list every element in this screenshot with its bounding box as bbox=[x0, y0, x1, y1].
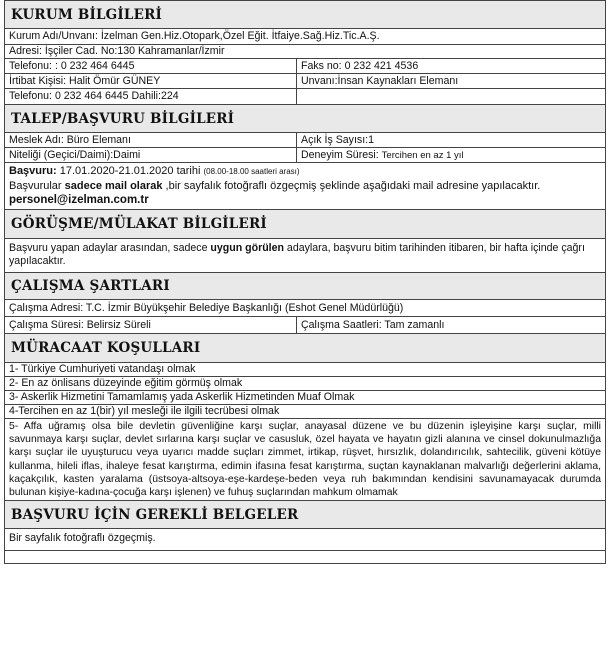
basvuru-dates: 17.01.2020-21.01.2020 tarihi bbox=[59, 165, 204, 177]
basvuru-label: Başvuru: bbox=[9, 165, 60, 177]
kurum-faks: Faks no: 0 232 421 4536 bbox=[296, 59, 605, 73]
irtibat-kisi: İrtibat Kişisi: Halit Ömür GÜNEY bbox=[9, 75, 161, 87]
section-header-kurum bbox=[4, 0, 606, 29]
gorusme-text bbox=[4, 239, 606, 273]
empty-row bbox=[4, 551, 606, 564]
basvuru-text bbox=[9, 179, 601, 193]
section-title: TALEP/BAŞVURU BİLGİLERİ bbox=[11, 110, 235, 127]
telefon-dahili: Telefonu: 0 232 464 6445 Dahili:224 bbox=[9, 90, 179, 102]
section-title: KURUM BİLGİLERİ bbox=[11, 6, 163, 23]
section-header-belgeler bbox=[4, 501, 606, 529]
basvuru-text-post: ,bir sayfalık fotoğraflı özgeçmiş şeklinde aşağıdaki mail adresine yapılacaktır. bbox=[162, 180, 541, 192]
calisma-adres: Çalışma Adresi: T.C. İzmir Büyükşehir Belediye Başkanlığı (Eshot Genel Müdürlüğü) bbox=[9, 302, 404, 314]
gorusme-text-pre: Başvuru yapan adaylar arasından, sadece bbox=[9, 242, 211, 254]
table-row bbox=[4, 133, 606, 148]
niteligi: Niteliği (Geçici/Daimi):Daimi bbox=[9, 149, 141, 161]
irtibat-unvan: Unvanı:İnsan Kaynakları Elemanı bbox=[296, 74, 605, 88]
section-title: BAŞVURU İÇİN GEREKLİ BELGELER bbox=[11, 506, 299, 523]
kurum-adi: Kurum Adı/Unvanı: İzelman Gen.Hiz.Otopark,Özel Eğit. İtfaiye.Sağ.Hiz.Tic.A.Ş. bbox=[9, 30, 380, 42]
deneyim-value: Tercihen en az 1 yıl bbox=[381, 150, 464, 161]
basvuru-line bbox=[9, 164, 601, 179]
list-item: 4-Tercihen en az 1(bir) yıl mesleği ile ilgili tecrübesi olmak bbox=[5, 405, 605, 419]
list-item: 2- En az önlisans düzeyinde eğitim görmüş olmak bbox=[5, 377, 605, 391]
calisma-suresi: Çalışma Süresi: Belirsiz Süreli bbox=[9, 319, 151, 331]
acik-is-sayisi: Açık İş Sayısı:1 bbox=[296, 133, 605, 147]
table-row bbox=[4, 89, 606, 105]
table-row bbox=[4, 300, 606, 317]
section-header-talep bbox=[4, 105, 606, 133]
belgeler-text: Bir sayfalık fotoğraflı özgeçmiş. bbox=[4, 529, 606, 551]
basvuru-email: personel@izelman.com.tr bbox=[9, 194, 149, 206]
table-row bbox=[4, 29, 606, 45]
list-item: 5- Affa uğramış olsa bile devletin güvenliğine karşı suçlar, anayasal düzene ve bu düzenin işleyişine karşı suçlar, milli savunmaya karşı suçlar, devlet sırlarına karşı suçlar ve casusluk, özel hayata ve hayatın gizli alanına ve cinsel dokunulmazlığa karşı suçlar ile uyuşturucu veya uyarıcı madde suçları zimmet, irtikap, rüşvet, hırsızlık, dolandırıcılık, sahtecilik, güveni kötüye kullanma, hileli iflas, ihaleye fesat karıştırma, edimin ifasına fesat karıştırma, suçtan kaynaklanan malvarlığı değerlerini aklama, kaçakçılık, kasten yaralama (üstsoya-altsoya-eşe-kardeşe-beden veya ruh bakımından kendisini savunamayacak durumda bulunan kişiye-kadına-çocuğa karşı işlenen) ve fuhuş suçlarından mahkum olmamak bbox=[9, 421, 601, 499]
meslek-adi: Meslek Adı: Büro Elemanı bbox=[9, 134, 131, 146]
basvuru-hours: (08.00-18.00 saatleri arası) bbox=[203, 167, 300, 176]
table-row bbox=[4, 148, 606, 163]
section-header-gorusme bbox=[4, 210, 606, 239]
basvuru-block bbox=[4, 163, 606, 210]
deneyim-label: Deneyim Süresi: bbox=[301, 149, 382, 161]
deneyim-suresi bbox=[296, 148, 605, 162]
section-title: ÇALIŞMA ŞARTLARI bbox=[11, 278, 170, 294]
table-row bbox=[4, 45, 606, 59]
section-header-muracaat bbox=[4, 334, 606, 363]
list-item: 1- Türkiye Cumhuriyeti vatandaşı olmak bbox=[5, 363, 605, 377]
basvuru-text-pre: Başvurular bbox=[9, 180, 65, 192]
gorusme-text-post: adaylara, başvuru bitim tarihinden itibaren, bir hafta içinde çağrı yapılacaktır. bbox=[9, 242, 585, 267]
list-item: 3- Askerlik Hizmetini Tamamlamış yada Askerlik Hizmetinden Muaf Olmak bbox=[5, 391, 605, 405]
table-row bbox=[4, 74, 606, 89]
empty-cell bbox=[296, 89, 605, 104]
gorusme-text-bold: uygun görülen bbox=[210, 242, 284, 254]
basvuru-text-bold: sadece mail olarak bbox=[64, 180, 163, 192]
kurum-telefon: Telefonu: : 0 232 464 6445 bbox=[9, 60, 135, 72]
section-title: GÖRÜŞME/MÜLAKAT BİLGİLERİ bbox=[11, 216, 267, 232]
calisma-saatleri: Çalışma Saatleri: Tam zamanlı bbox=[296, 317, 605, 333]
section-header-calisma bbox=[4, 273, 606, 300]
table-row bbox=[4, 317, 606, 334]
section-title: MÜRACAAT KOŞULLARI bbox=[11, 340, 201, 356]
muracaat-list bbox=[4, 363, 606, 501]
document bbox=[4, 0, 606, 564]
kurum-adres: Adresi: İşçiler Cad. No:130 Kahramanlar/İzmir bbox=[9, 45, 225, 57]
table-row bbox=[4, 59, 606, 74]
